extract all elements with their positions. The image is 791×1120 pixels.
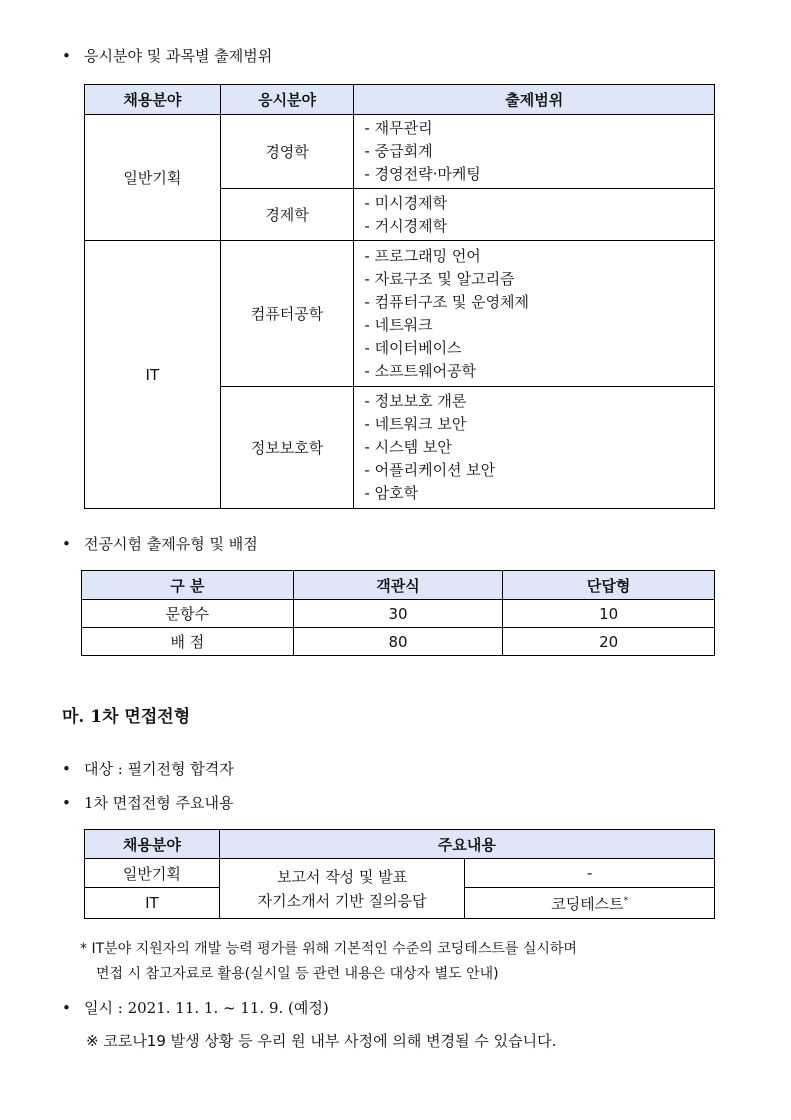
field-cell: IT <box>85 241 221 509</box>
scope-item: - 자료구조 및 알고리즘 <box>364 269 515 288</box>
value-cell: 10 <box>503 600 715 628</box>
section-heading: 마. 1차 면접전형 <box>62 707 191 727</box>
scope-item: - 중급회계 <box>364 142 433 160</box>
col-header-subject: 응시분야 <box>220 85 354 115</box>
scope-table <box>84 84 715 509</box>
common-content-cell <box>219 859 465 919</box>
value-cell: 30 <box>293 600 503 628</box>
scope-cell <box>354 241 715 387</box>
content-line: 보고서 작성 및 발표 <box>276 867 408 886</box>
scope-item: - 프로그래밍 언어 <box>364 246 481 265</box>
value-cell: 20 <box>503 628 715 656</box>
col-header-content: 주요내용 <box>219 830 714 859</box>
section-title-scope: • 응시분야 및 과목별 출제범위 <box>62 47 273 65</box>
footnote-mark: * <box>623 895 629 906</box>
scope-item: - 네트워크 보안 <box>364 415 467 433</box>
section-title-interview: • 1차 면접전형 주요내용 <box>62 794 234 812</box>
col-header-short-answer: 단답형 <box>503 571 715 600</box>
col-header-field: 채용분야 <box>85 85 221 115</box>
table-row <box>82 628 715 656</box>
scope-item: - 데이터베이스 <box>364 338 462 357</box>
scope-cell <box>354 115 715 189</box>
table-row <box>82 600 715 628</box>
footnote-line: * IT분야 지원자의 개발 능력 평가를 위해 기본적인 수준의 코딩테스트를 실시하며 <box>80 941 577 957</box>
scope-item: - 정보보호 개론 <box>364 392 467 410</box>
scope-item: - 암호학 <box>364 484 419 502</box>
scope-item: - 소프트웨어공학 <box>364 361 477 380</box>
coding-test-label: 코딩테스트 <box>551 894 624 913</box>
interview-target: • 대상 : 필기전형 합격자 <box>62 760 234 778</box>
schedule-line: • 일시 : 2021. 11. 1. ~ 11. 9. (예정) <box>62 999 329 1017</box>
scope-item: - 네트워크 <box>364 315 433 334</box>
col-header-category: 구 분 <box>82 571 294 600</box>
subject-cell: 경제학 <box>220 189 354 241</box>
col-header-multiple-choice: 객관식 <box>293 571 503 600</box>
scope-cell <box>354 189 715 241</box>
footnote-line: 면접 시 참고자료로 활용(실시일 등 관련 내용은 대상자 별도 안내) <box>96 966 499 982</box>
scope-item: - 시스템 보안 <box>364 438 452 456</box>
scoring-table <box>81 570 715 656</box>
scope-item: - 미시경제학 <box>364 193 448 212</box>
col-header-scope: 출제범위 <box>354 85 715 115</box>
col-header-field: 채용분야 <box>85 830 220 859</box>
row-label: 배 점 <box>82 628 294 656</box>
subject-cell: 정보보호학 <box>220 387 354 509</box>
subject-cell: 컴퓨터공학 <box>220 241 354 387</box>
scope-item: - 경영전략·마케팅 <box>364 165 481 183</box>
scope-item: - 어플리케이션 보안 <box>364 461 496 479</box>
scope-item: - 재무관리 <box>364 119 433 137</box>
section-title-scoring: • 전공시험 출제유형 및 배점 <box>62 535 258 553</box>
subject-cell: 경영학 <box>220 115 354 189</box>
field-cell: 일반기획 <box>85 115 221 241</box>
field-cell: IT <box>85 888 220 919</box>
scope-cell <box>354 387 715 509</box>
notice-line: ※ 코로나19 발생 상황 등 우리 원 내부 사정에 의해 변경될 수 있습니다. <box>86 1032 557 1050</box>
row-label: 문항수 <box>82 600 294 628</box>
table-row <box>85 859 715 888</box>
extra-cell: - <box>465 859 715 888</box>
extra-cell <box>465 888 715 919</box>
scope-item: - 거시경제학 <box>364 216 448 235</box>
value-cell: 80 <box>293 628 503 656</box>
content-line: 자기소개서 기반 질의응답 <box>257 891 427 910</box>
interview-table <box>84 829 715 919</box>
field-cell: 일반기획 <box>85 859 220 888</box>
scope-item: - 컴퓨터구조 및 운영체제 <box>364 292 530 311</box>
